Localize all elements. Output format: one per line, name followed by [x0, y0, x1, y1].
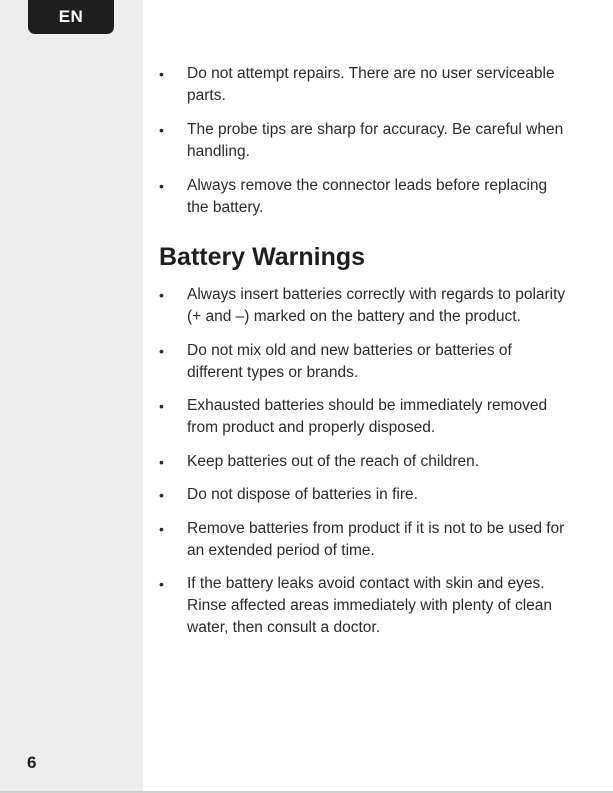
page-sidebar — [0, 0, 143, 793]
bullet-icon: • — [159, 287, 164, 303]
bullet-icon: • — [159, 178, 164, 194]
bullet-icon: • — [159, 520, 164, 537]
section-heading-battery-warnings: Battery Warnings — [159, 243, 366, 271]
page-content — [159, 63, 569, 651]
list-item-text: Do not dispose of batteries in fire. — [187, 486, 418, 503]
battery-warnings-list — [159, 284, 569, 639]
bullet-icon: • — [159, 487, 164, 503]
page-number: 6 — [27, 753, 37, 772]
bullet-icon: • — [159, 398, 164, 414]
list-item-text: Exhausted batteries should be immediately removed from product and properly disposed. — [187, 397, 548, 436]
list-item — [159, 451, 569, 473]
list-item-text: If the battery leaks avoid contact with skin and eyes. Rinse affected areas immediately with plenty of clean water, then consult a doctor. — [187, 575, 553, 636]
bullet-icon: • — [159, 122, 164, 138]
list-item-text: Do not attempt repairs. There are no user serviceable parts. — [187, 65, 555, 104]
list-item-text: The probe tips are sharp for accuracy. Be careful when handling. — [187, 121, 564, 160]
list-item-text: Remove batteries from product if it is not to be used for an extended period of time. — [187, 519, 565, 559]
list-item-text: Always insert batteries correctly with regards to polarity (+ and –) marked on the battery and the product. — [187, 286, 566, 325]
list-item — [159, 395, 569, 439]
list-item — [159, 484, 569, 506]
list-item — [159, 175, 569, 219]
bullet-icon: • — [159, 576, 164, 592]
list-item-text: Do not mix old and new batteries or batteries of different types or brands. — [187, 341, 512, 381]
list-item — [159, 63, 569, 107]
language-badge: EN — [28, 0, 114, 34]
list-item — [159, 573, 569, 639]
bullet-icon: • — [159, 66, 164, 82]
bullet-icon: • — [159, 342, 164, 359]
list-item — [159, 284, 569, 328]
list-item — [159, 340, 569, 384]
safety-list — [159, 63, 569, 219]
list-item-text: Always remove the connector leads before replacing the battery. — [187, 177, 548, 216]
list-item-text: Keep batteries out of the reach of children. — [187, 452, 480, 470]
bullet-icon: • — [159, 453, 164, 470]
list-item — [159, 119, 569, 163]
list-item — [159, 518, 569, 562]
